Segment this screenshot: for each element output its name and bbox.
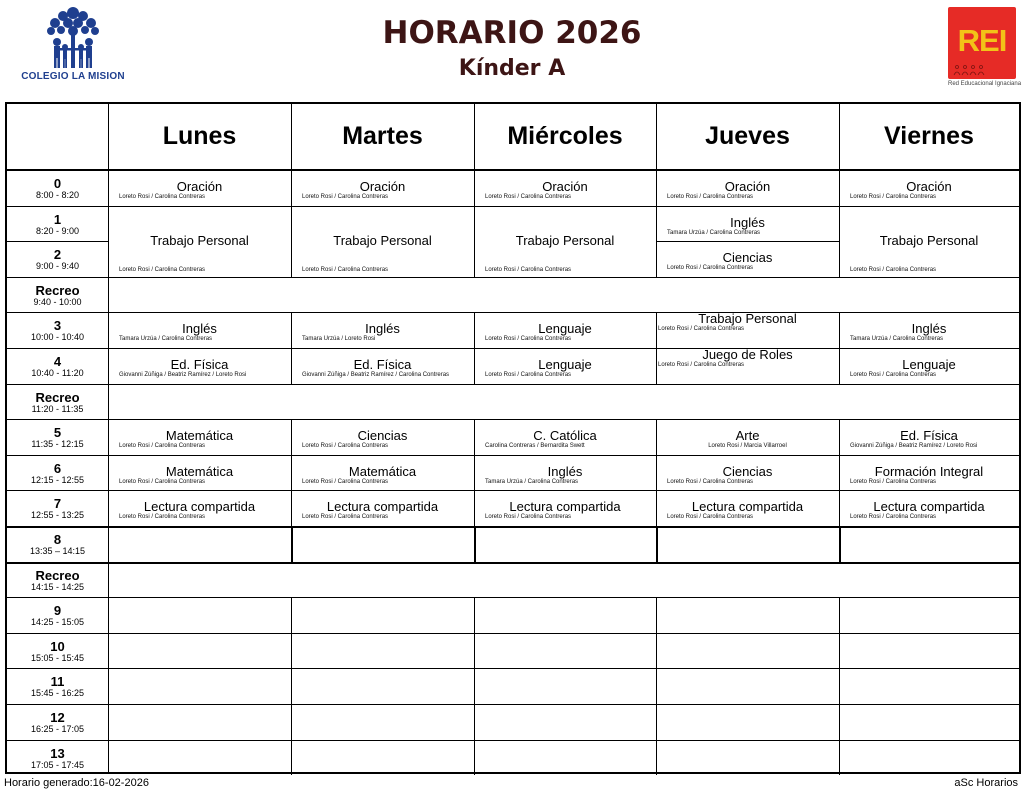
lesson-teacher: Loreto Rosi / Carolina Contreras <box>119 514 206 521</box>
grid-line <box>656 704 657 740</box>
lesson-subject: Lectura compartida <box>143 499 256 515</box>
lesson-teacher: Loreto Rosi / Carolina Contreras <box>119 478 206 485</box>
period-number: 0 <box>53 176 62 191</box>
grid-line <box>474 104 475 170</box>
lesson-subject: Oración <box>176 179 223 194</box>
lesson-cell <box>657 419 838 455</box>
lesson-teacher: Loreto Rosi / Carolina Contreras <box>302 443 389 450</box>
lesson-subject: Trabajo Personal <box>150 233 249 249</box>
period-number: 2 <box>53 247 62 263</box>
lesson-cell <box>109 348 290 384</box>
period-number: 11 <box>50 674 65 690</box>
title-block <box>300 12 724 84</box>
period-number: 13 <box>50 745 65 761</box>
grid-line <box>7 597 1019 598</box>
school-name: COLEGIO LA MISION <box>21 71 125 82</box>
recess-label <box>7 569 108 592</box>
lesson-subject: Ciencias <box>722 463 773 479</box>
lesson-teacher: Loreto Rosi / Carolina Contreras <box>485 266 572 273</box>
grid-line <box>7 384 1019 385</box>
period-time: 16:25 - 17:05 <box>30 724 85 734</box>
lesson-cell <box>109 490 290 526</box>
grid-line <box>474 668 475 704</box>
lesson-teacher: Loreto Rosi / Marcia Villarroel <box>708 443 787 450</box>
period-time: 8:00 - 8:20 <box>35 190 80 200</box>
lesson-teacher: Tamara Urzúa / Carolina Contreras <box>119 336 213 343</box>
lesson-cell <box>657 348 838 384</box>
lesson-subject: Ciencias <box>357 428 408 444</box>
lesson-subject: Juego de Roles <box>702 348 793 362</box>
rei-logo-subtitle: Red Educacional Ignaciana <box>948 81 1022 87</box>
period-time: 10:40 - 11:20 <box>31 368 84 378</box>
day-header-jueves: Jueves <box>705 122 790 150</box>
period-time: 15:45 - 16:25 <box>30 688 85 699</box>
lesson-subject: Lenguaje <box>538 321 592 337</box>
grid-line <box>474 704 475 740</box>
period-label-1 <box>7 213 108 236</box>
lesson-teacher: Loreto Rosi / Carolina Contreras <box>302 194 389 200</box>
lesson-cell <box>109 206 290 277</box>
lesson-subject: Inglés <box>730 214 765 230</box>
period-label-7 <box>7 497 108 520</box>
lesson-cell <box>840 490 1018 526</box>
lesson-cell <box>292 312 473 348</box>
lesson-subject: Matemática <box>348 463 417 479</box>
lesson-subject: Trabajo Personal <box>698 312 797 327</box>
period-number: Recreo <box>35 567 80 583</box>
period-number: Recreo <box>35 389 80 405</box>
lesson-cell <box>109 455 290 491</box>
grid-line <box>656 668 657 704</box>
lesson-teacher: Tamara Urzúa / Carolina Contreras <box>485 478 579 485</box>
lesson-cell <box>475 348 655 384</box>
period-number: 9 <box>53 603 62 619</box>
rei-figures-icon <box>948 59 1016 79</box>
grid-line <box>839 104 840 170</box>
grid-line <box>474 526 476 562</box>
lesson-cell <box>292 419 473 455</box>
lesson-teacher: Loreto Rosi / Carolina Contreras <box>485 372 572 378</box>
lesson-teacher: Loreto Rosi / Carolina Contreras <box>667 194 754 200</box>
lesson-cell <box>292 455 473 491</box>
lesson-subject: Trabajo Personal <box>515 233 615 249</box>
grid-line <box>291 104 292 170</box>
lesson-cell <box>840 419 1018 455</box>
lesson-teacher: Loreto Rosi / Carolina Contreras <box>658 326 745 333</box>
lesson-cell <box>475 419 655 455</box>
lesson-cell <box>840 312 1018 348</box>
grid-line <box>7 526 1019 528</box>
lesson-cell <box>109 419 290 455</box>
lesson-cell <box>475 206 655 277</box>
grid-line <box>656 104 657 170</box>
period-number: 12 <box>50 710 65 725</box>
grid-line <box>291 633 292 669</box>
lesson-teacher: Loreto Rosi / Carolina Contreras <box>667 514 754 521</box>
period-label-6 <box>7 462 108 485</box>
grid-line <box>839 597 840 633</box>
period-label-9 <box>7 604 108 627</box>
grid-line <box>656 740 657 776</box>
lesson-teacher: Loreto Rosi / Carolina Contreras <box>119 266 206 273</box>
grid-line <box>839 740 840 776</box>
lesson-subject: Lectura compartida <box>326 499 439 515</box>
grid-line <box>7 633 1019 634</box>
lesson-subject: Oración <box>724 179 771 194</box>
lesson-teacher: Loreto Rosi / Carolina Contreras <box>485 194 572 200</box>
period-time: 14:15 - 14:25 <box>30 581 85 592</box>
lesson-subject: Inglés <box>365 321 400 337</box>
period-time: 12:55 - 13:25 <box>30 510 85 521</box>
lesson-teacher: Tamara Urzúa / Carolina Contreras <box>850 336 944 343</box>
grid-line <box>656 597 657 633</box>
grid-line <box>7 704 1019 705</box>
lesson-cell <box>657 312 838 348</box>
lesson-teacher: Loreto Rosi / Carolina Contreras <box>850 372 937 378</box>
lesson-subject: Arte <box>735 428 760 444</box>
lesson-subject: Ciencias <box>722 250 773 266</box>
lesson-subject: Inglés <box>547 463 583 479</box>
rei-logo-box <box>948 7 1016 79</box>
period-number: 3 <box>53 318 62 334</box>
period-number: Recreo <box>35 282 80 298</box>
period-label-2 <box>7 248 108 271</box>
rei-logo <box>948 7 1022 89</box>
grid-line <box>474 597 475 633</box>
rei-logo-text: REI <box>957 23 1007 58</box>
grid-line <box>656 526 658 562</box>
lesson-teacher: Loreto Rosi / Carolina Contreras <box>119 443 206 450</box>
grid-line <box>7 562 1019 564</box>
lesson-teacher: Giovanni Zúñiga / Beatriz Ramírez / Carolina Contreras <box>302 372 450 378</box>
lesson-subject: Formación Integral <box>874 463 984 479</box>
lesson-cell <box>292 206 473 277</box>
period-label-3 <box>7 319 108 342</box>
lesson-subject: C. Católica <box>533 428 597 444</box>
lesson-subject: Inglés <box>182 321 217 337</box>
period-number: 4 <box>53 354 62 369</box>
page-title: HORARIO 2026 <box>382 15 642 51</box>
grid-line <box>291 597 292 633</box>
lesson-cell <box>475 170 655 206</box>
grid-line <box>474 633 475 669</box>
grid-line <box>7 241 108 242</box>
period-time: 13:35 – 14:15 <box>29 546 86 556</box>
grid-line <box>839 633 840 669</box>
lesson-cell <box>657 206 838 242</box>
period-time: 12:15 - 12:55 <box>30 474 85 485</box>
software-credit: aSc Horarios <box>954 777 1018 789</box>
period-number: 6 <box>53 460 62 476</box>
lesson-teacher: Tamara Urzúa / Carolina Contreras <box>667 229 761 236</box>
schedule-grid <box>5 102 1021 774</box>
lesson-cell <box>292 490 473 526</box>
day-header-martes: Martes <box>342 122 423 150</box>
period-number: 7 <box>53 496 62 512</box>
lesson-cell <box>109 312 290 348</box>
lesson-teacher: Giovanni Zúñiga / Beatriz Ramírez / Loreto Rosi <box>850 443 978 450</box>
lesson-subject: Oración <box>542 179 588 194</box>
lesson-teacher: Loreto Rosi / Carolina Contreras <box>667 265 754 272</box>
day-header-miércoles: Miércoles <box>507 122 623 150</box>
school-logo <box>8 4 138 94</box>
recess-label <box>7 391 108 414</box>
period-label-8 <box>7 533 108 556</box>
period-label-11 <box>7 675 108 698</box>
tree-logo-icon <box>41 4 105 70</box>
lesson-subject: Oración <box>359 179 406 194</box>
grid-line <box>291 704 292 740</box>
lesson-cell <box>657 490 838 526</box>
lesson-teacher: Loreto Rosi / Carolina Contreras <box>485 514 572 521</box>
period-time: 11:20 - 11:35 <box>31 403 84 414</box>
period-time: 10:00 - 10:40 <box>30 332 85 343</box>
grid-line <box>291 526 293 562</box>
lesson-teacher: Carolina Contreras / Bernardita Swett <box>485 443 585 450</box>
lesson-cell <box>475 312 655 348</box>
grid-line <box>291 668 292 704</box>
grid-line <box>291 740 292 776</box>
grid-line <box>839 668 840 704</box>
lesson-teacher: Loreto Rosi / Carolina Contreras <box>850 478 937 485</box>
lesson-subject: Oración <box>906 179 952 194</box>
lesson-subject: Matemática <box>165 428 234 444</box>
lesson-teacher: Loreto Rosi / Carolina Contreras <box>850 194 937 200</box>
lesson-subject: Trabajo Personal <box>333 233 432 249</box>
lesson-cell <box>475 455 655 491</box>
lesson-subject: Ed. Física <box>900 428 958 444</box>
lesson-subject: Lectura compartida <box>509 499 621 515</box>
period-label-13 <box>7 747 108 770</box>
lesson-cell <box>840 348 1018 384</box>
lesson-subject: Lectura compartida <box>873 499 985 515</box>
period-time: 8:20 - 9:00 <box>35 225 80 236</box>
grid-line <box>7 277 1019 278</box>
lesson-teacher: Loreto Rosi / Carolina Contreras <box>485 336 572 343</box>
grid-line <box>656 633 657 669</box>
lesson-cell <box>292 170 473 206</box>
period-label-0 <box>7 177 108 200</box>
grid-line <box>7 740 1019 741</box>
period-number: 1 <box>53 211 62 227</box>
lesson-cell <box>292 348 473 384</box>
period-time: 11:35 - 12:15 <box>31 439 84 450</box>
lesson-subject: Lectura compartida <box>691 499 804 515</box>
lesson-subject: Ed. Física <box>170 357 229 372</box>
lesson-cell <box>657 241 838 277</box>
lesson-cell <box>840 206 1018 277</box>
period-label-12 <box>7 711 108 734</box>
lesson-teacher: Loreto Rosi / Carolina Contreras <box>658 362 745 368</box>
period-time: 14:25 - 15:05 <box>30 617 85 628</box>
period-label-4 <box>7 355 108 378</box>
lesson-teacher: Loreto Rosi / Carolina Contreras <box>850 514 937 521</box>
lesson-subject: Matemática <box>165 463 234 479</box>
period-number: 5 <box>53 425 62 441</box>
lesson-cell <box>840 170 1018 206</box>
lesson-teacher: Loreto Rosi / Carolina Contreras <box>850 266 937 273</box>
period-time: 15:05 - 15:45 <box>30 652 85 663</box>
grid-line <box>839 526 841 562</box>
generated-date: Horario generado:16-02-2026 <box>4 777 149 789</box>
lesson-subject: Inglés <box>911 321 947 337</box>
lesson-subject: Trabajo Personal <box>879 233 979 249</box>
day-header-lunes: Lunes <box>162 122 237 150</box>
grid-line <box>474 740 475 776</box>
class-name: Kínder A <box>458 56 566 81</box>
period-label-10 <box>7 640 108 663</box>
lesson-subject: Lenguaje <box>902 357 956 372</box>
day-header-viernes: Viernes <box>884 122 974 150</box>
lesson-subject: Ed. Física <box>353 357 412 372</box>
recess-label <box>7 284 108 307</box>
lesson-teacher: Giovanni Zúñiga / Beatriz Ramírez / Loreto Rosi <box>119 372 247 378</box>
period-number: 8 <box>53 532 62 547</box>
lesson-cell <box>475 490 655 526</box>
lesson-teacher: Loreto Rosi / Carolina Contreras <box>302 514 389 521</box>
lesson-teacher: Loreto Rosi / Carolina Contreras <box>302 478 389 485</box>
period-label-5 <box>7 426 108 449</box>
lesson-teacher: Tamara Urzúa / Loreto Rosi <box>302 336 376 343</box>
lesson-subject: Lenguaje <box>538 357 592 372</box>
lesson-teacher: Loreto Rosi / Carolina Contreras <box>302 266 389 273</box>
lesson-cell <box>109 170 290 206</box>
grid-line <box>7 668 1019 669</box>
grid-line <box>839 704 840 740</box>
lesson-cell <box>657 455 838 491</box>
period-time: 9:40 - 10:00 <box>33 296 82 307</box>
lesson-cell <box>840 455 1018 491</box>
lesson-cell <box>657 170 838 206</box>
period-time: 17:05 - 17:45 <box>30 759 85 770</box>
period-time: 9:00 - 9:40 <box>35 261 80 272</box>
lesson-teacher: Loreto Rosi / Carolina Contreras <box>667 478 754 485</box>
period-number: 10 <box>50 638 65 654</box>
lesson-teacher: Loreto Rosi / Carolina Contreras <box>119 194 206 200</box>
